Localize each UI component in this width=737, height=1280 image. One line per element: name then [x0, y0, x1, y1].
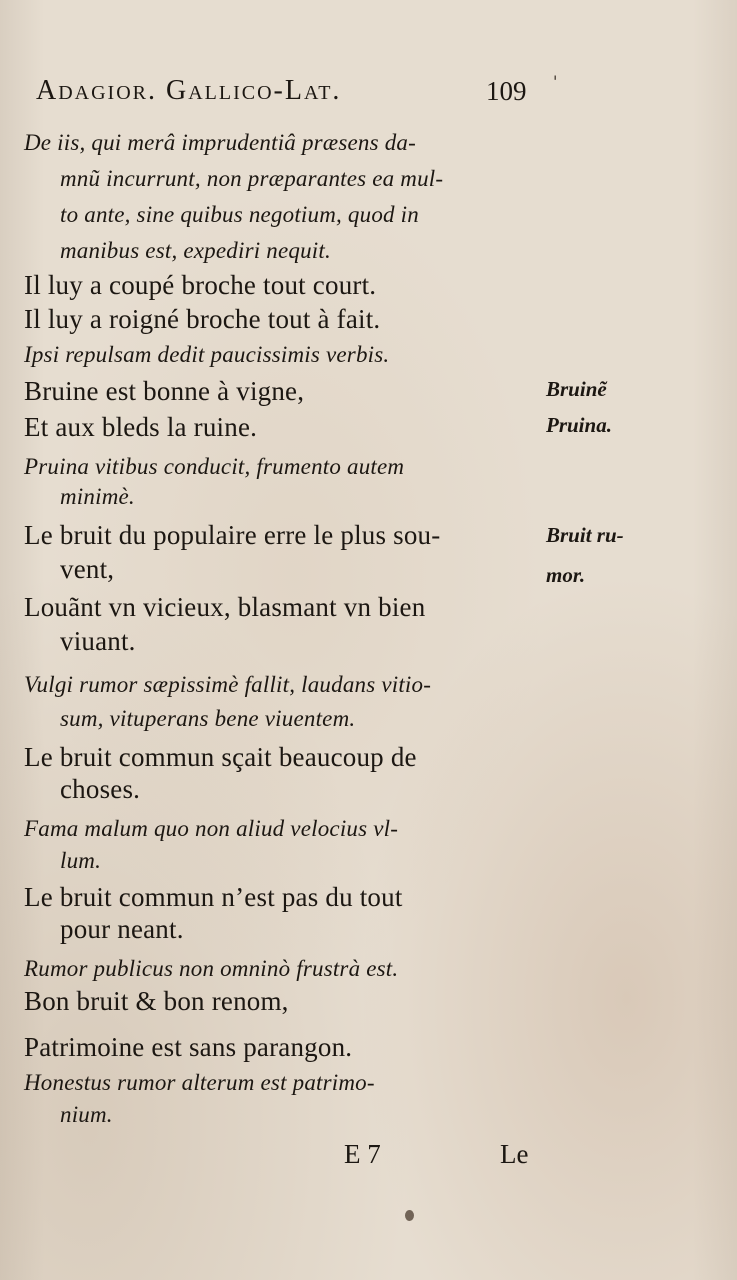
text-line: mnũ incurrunt, non præparantes ea mul-	[60, 166, 444, 191]
text-line: Il luy a roigné broche tout à fait.	[24, 304, 381, 334]
ink-spot	[405, 1210, 414, 1221]
text-line: pour neant.	[60, 914, 184, 944]
text-line: Pruina vitibus conducit, frumento autem	[24, 454, 405, 479]
text-line: Rumor publicus non omninò frustrà est.	[24, 956, 399, 981]
text-line: Fama malum quo non aliud velocius vl-	[24, 816, 399, 841]
text-line: sum, vituperans bene viuentem.	[60, 706, 356, 731]
margin-note: Pruina.	[546, 413, 612, 437]
text-line: Et aux bleds la ruine.	[24, 412, 258, 442]
text-line: Honestus rumor alterum est patrimo-	[24, 1070, 375, 1095]
text-line: Le bruit commun n’est pas du tout	[24, 882, 403, 912]
text-line: De iis, qui merâ imprudentiâ præsens da-	[24, 130, 416, 155]
text-line: Bon bruit & bon renom,	[24, 986, 289, 1016]
edge-mark-icon: '	[553, 72, 558, 91]
text-line: Le bruit commun sçait beaucoup de	[24, 742, 417, 772]
page-number: 109	[486, 76, 527, 106]
text-line: Il luy a coupé broche tout court.	[24, 270, 377, 300]
text-line: viuant.	[60, 626, 136, 656]
margin-note: Bruit ru-	[546, 523, 624, 547]
margin-note: mor.	[546, 563, 586, 587]
text-line: Ipsi repulsam dedit paucissimis verbis.	[24, 342, 390, 367]
signature-mark: E 7	[344, 1139, 381, 1169]
text-line: Vulgi rumor sæpissimè fallit, laudans vitio-	[24, 672, 432, 697]
text-line: Patrimoine est sans parangon.	[24, 1032, 353, 1062]
text-line: manibus est, expediri nequit.	[60, 238, 331, 263]
text-line: minimè.	[60, 484, 135, 509]
text-line: nium.	[60, 1102, 113, 1127]
text-line: lum.	[60, 848, 102, 873]
margin-note: Bruinẽ	[546, 377, 607, 401]
catchword: Le	[500, 1139, 529, 1169]
text-line: Le bruit du populaire erre le plus sou-	[24, 520, 441, 550]
text-line: vent,	[60, 554, 115, 584]
text-line: choses.	[60, 774, 141, 804]
text-line: to ante, sine quibus negotium, quod in	[60, 202, 419, 227]
text-line: Bruine est bonne à vigne,	[24, 376, 305, 406]
text-line: Louãnt vn vicieux, blasmant vn bien	[24, 592, 426, 622]
running-title: Adagior. Gallico-Lat.	[36, 75, 342, 106]
